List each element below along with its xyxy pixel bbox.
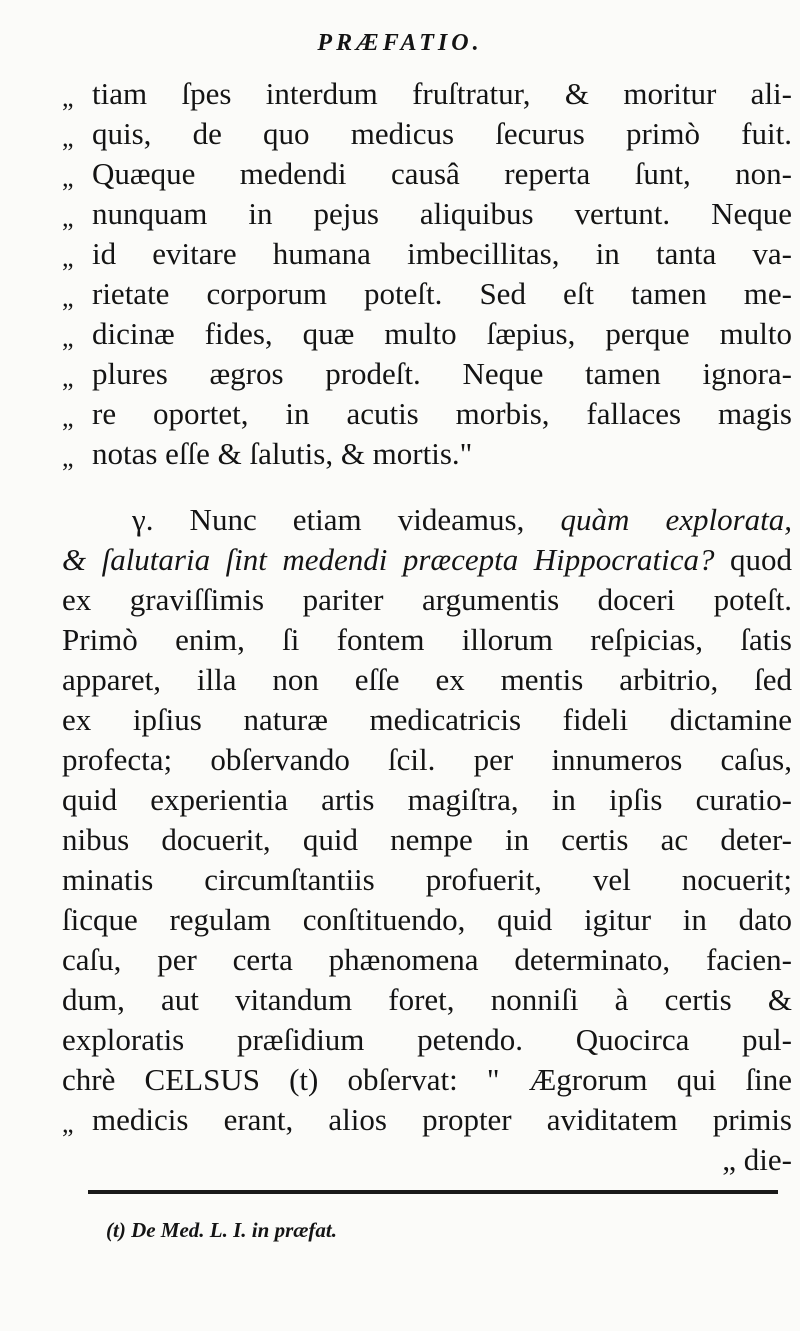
text-line: apparet, illa non eſſe ex mentis arbitrio, ſed bbox=[62, 662, 792, 697]
quote-mark: „ bbox=[62, 1109, 74, 1138]
text-line: dum, aut vitandum foret, nonniſi à certis & bbox=[62, 982, 792, 1017]
quotation-paragraph bbox=[62, 74, 792, 474]
text-line: „ nunquam in pejus aliquibus vertunt. Neque bbox=[62, 194, 792, 234]
text-line: minatis circumſtantiis profuerit, vel nocuerit; bbox=[62, 862, 792, 897]
quote-mark: „ bbox=[62, 203, 74, 232]
text-line: „ id evitare humana imbecillitas, in tanta va- bbox=[62, 234, 792, 274]
quote-mark: „ bbox=[62, 243, 74, 272]
running-header: PRÆFATIO. bbox=[317, 30, 483, 56]
text-line: & ſalutaria ſint medendi præcepta Hippocratica? quod bbox=[62, 542, 793, 577]
catchword: „ die- bbox=[722, 1142, 792, 1177]
text-line: „ dicinæ fides, quæ multo ſæpius, perque multo bbox=[62, 314, 792, 354]
text-line: Primò enim, ſi fontem illorum reſpicias, ſatis bbox=[62, 622, 792, 657]
footnote: (t) De Med. L. I. in præfat. bbox=[106, 1218, 337, 1242]
quote-mark: „ bbox=[62, 163, 74, 192]
text-line: ex ipſius naturæ medicatricis fideli dictamine bbox=[62, 702, 792, 737]
text-line: nibus docuerit, quid nempe in certis ac deter- bbox=[62, 822, 792, 857]
quote-mark: „ bbox=[62, 123, 74, 152]
body-paragraph bbox=[62, 500, 792, 1180]
text-line: „ tiam ſpes interdum fruſtratur, & moritur ali- bbox=[62, 74, 792, 114]
quote-mark: „ bbox=[62, 283, 74, 312]
quote-mark: „ bbox=[62, 323, 74, 352]
text-line: chrè CELSUS (t) obſervat: " Ægrorum qui ſine bbox=[62, 1062, 792, 1097]
text-line: „ medicis erant, alios propter aviditatem primis bbox=[62, 1100, 792, 1140]
text-line: exploratis præſidium petendo. Quocirca pul- bbox=[62, 1022, 792, 1057]
text-line: „ rietate corporum poteſt. Sed eſt tamen me- bbox=[62, 274, 792, 314]
text-line: quid experientia artis magiſtra, in ipſis curatio- bbox=[62, 782, 792, 817]
text-line: „ re oportet, in acutis morbis, fallaces magis bbox=[62, 394, 792, 434]
text-line: caſu, per certa phænomena determinato, facien- bbox=[62, 942, 792, 977]
quote-mark: „ bbox=[62, 403, 74, 432]
quote-mark: „ bbox=[62, 443, 74, 472]
quote-mark: „ bbox=[62, 83, 74, 112]
text-line: profecta; obſervando ſcil. per innumeros caſus, bbox=[62, 742, 792, 777]
text-line: „ quis, de quo medicus ſecurus primò fuit. bbox=[62, 114, 792, 154]
text-line: „ Quæque medendi causâ reperta ſunt, non- bbox=[62, 154, 792, 194]
text-line: „ notas eſſe & ſalutis, & mortis." bbox=[62, 434, 792, 474]
text-line: ex graviſſimis pariter argumentis doceri poteſt. bbox=[62, 582, 792, 617]
text-line: ſicque regulam conſtituendo, quid igitur in dato bbox=[62, 902, 792, 937]
footnote-rule bbox=[88, 1190, 778, 1194]
quote-mark: „ bbox=[62, 363, 74, 392]
text-line: γ. Nunc etiam videamus, quàm explorata, bbox=[132, 502, 793, 537]
text-line: „ plures ægros prodeſt. Neque tamen ignora- bbox=[62, 354, 792, 394]
